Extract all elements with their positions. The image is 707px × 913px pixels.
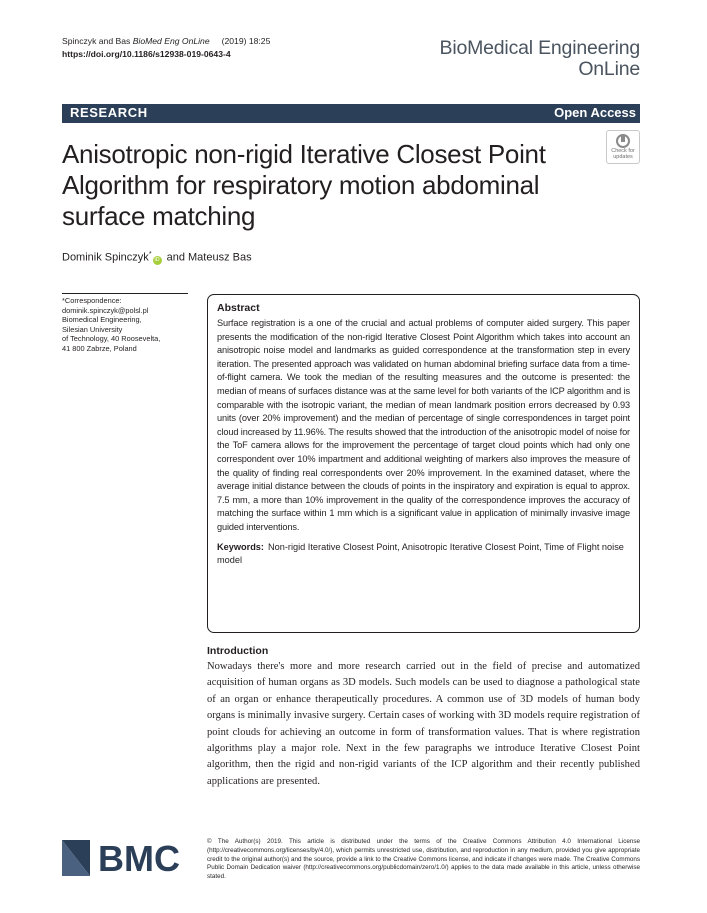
journal-logo: [440, 38, 640, 80]
citation-header: [62, 35, 270, 61]
author-1-name[interactable]: Dominik Spinczyk: [62, 251, 149, 264]
correspondence-address-4: 41 800 Zabrze, Poland: [62, 343, 137, 353]
bmc-logo-text: BMC: [98, 838, 180, 878]
citation-authors: Spinczyk and Bas: [62, 36, 131, 46]
bmc-logo: [62, 838, 198, 878]
citation-journal: BioMed Eng OnLine: [132, 36, 210, 46]
author-list: [62, 251, 252, 265]
abstract-text: Surface registration is a one of the crucial and actual problems of computer aided surgery. This paper presents the modification of the non-rigid Iterative Closest Point Algorithm which takes into account an anisotropic noise model and landmarks as guided correspondence at the transformation step in every iteration. The presented approach was validated on human abdominal briefing surface data from a time-of-flight camera. We took the median of the resulting measures and the outcome is presented: the median of means of surfaces distance was at the same level for both variants of the ICP algorithm and is comparable with the isotropic variant, the median of mean landmark position errors decreased by 0.93 units (over 20% improvement) and the median of percentage of single correspondences in target point cloud increased by 11.96%. The results showed that the introduction of the anisotropic model of noise for the ToF camera allows for the improvement the percentage of target cloud points which had only one correspondent over 10% impartment and additional weighting of markers also improves the measure of the quality of finding real correspondents over 20% improvement. In the examined dataset, where the average initial distance between the clouds of points in the inspiratory and expiration is equal to approx. 7.5 mm, a more than 10% improvement in the quality of the correspondence improves the accuracy of matching the surface within 1 mm which is a significant value in application of minimally invasive image guided interventions.: [217, 318, 630, 532]
check-for-updates-line2: updates: [613, 154, 633, 160]
article-title: Anisotropic non-rigid Iterative Closest Point Algorithm for respiratory motion abdominal surface matching: [62, 139, 546, 231]
introduction-text: Nowadays there's more and more research carried out in the field of precise and automatized acquisition of human organs as 3D models. Such models can be used to diagnose a pathological state of an organ or enhance therapeutically procedures. A common use of 3D models of human body organs is minimally invasive surgery. Certain cases of working with 3D models require registration of point clouds for achieving an outcome in form of transformation values. That is where registration algorithms play a major role. Next in the few paragraphs we introduce Iterative Closest Point algorithm, then the rigid and non-rigid variants of the ICP algorithm and their recently published applications are presented.: [207, 661, 640, 787]
correspondence-address-3: of Technology, 40 Roosevelta,: [62, 334, 161, 344]
check-for-updates-icon: [614, 134, 632, 148]
orcid-icon[interactable]: iD: [154, 256, 160, 263]
article-type-label: RESEARCH: [70, 105, 148, 120]
check-for-updates-button[interactable]: [606, 130, 640, 164]
license-notice: © The Author(s) 2019. This article is distributed under the terms of the Creative Commons Attribution 4.0 International License (http://creativecommons.org/licenses/by/4.0/), which permits unrestricted use, distribution, and reproduction in any medium, provided you give appropriate credit to the original author(s) and the source, provide a link to the Creative Commons license, and indicate if changes were made. The Creative Commons Public Domain Dedication waiver (http://creativecommons.org/publicdomain/zero/1.0/) applies to the data made available in this article, unless otherwise stated.: [207, 838, 640, 881]
abstract-heading: Abstract: [217, 302, 260, 314]
correspondence-label: *Correspondence:: [62, 296, 122, 305]
introduction-heading: Introduction: [207, 645, 269, 657]
journal-name-line2: OnLine: [578, 58, 640, 80]
correspondence-address-2: Silesian University: [62, 324, 123, 334]
article-type-band: [62, 104, 640, 123]
citation-year-volume: (2019) 18:25: [221, 36, 271, 46]
correspondence-block: [62, 296, 202, 354]
journal-name-line1: BioMedical Engineering: [439, 37, 640, 59]
abstract-box: [207, 294, 640, 633]
author-2-name[interactable]: and Mateusz Bas: [166, 251, 252, 264]
check-for-updates-line1: Check for: [611, 148, 635, 154]
correspondence-divider: [62, 293, 188, 294]
correspondence-address-1: Biomedical Engineering,: [62, 315, 142, 325]
doi-link[interactable]: https://doi.org/10.1186/s12938-019-0643-4: [62, 49, 231, 59]
keywords: [217, 541, 630, 568]
keywords-label: Keywords:: [217, 541, 264, 552]
corresponding-mark: *: [148, 251, 152, 258]
open-access-label: Open Access: [554, 105, 636, 120]
citation-line: [62, 35, 270, 48]
correspondence-email[interactable]: dominik.spinczyk@polsl.pl: [62, 305, 149, 315]
keywords-text: Non-rigid Iterative Closest Point, Anisotropic Iterative Closest Point, Time of Flight noise model: [217, 541, 624, 566]
